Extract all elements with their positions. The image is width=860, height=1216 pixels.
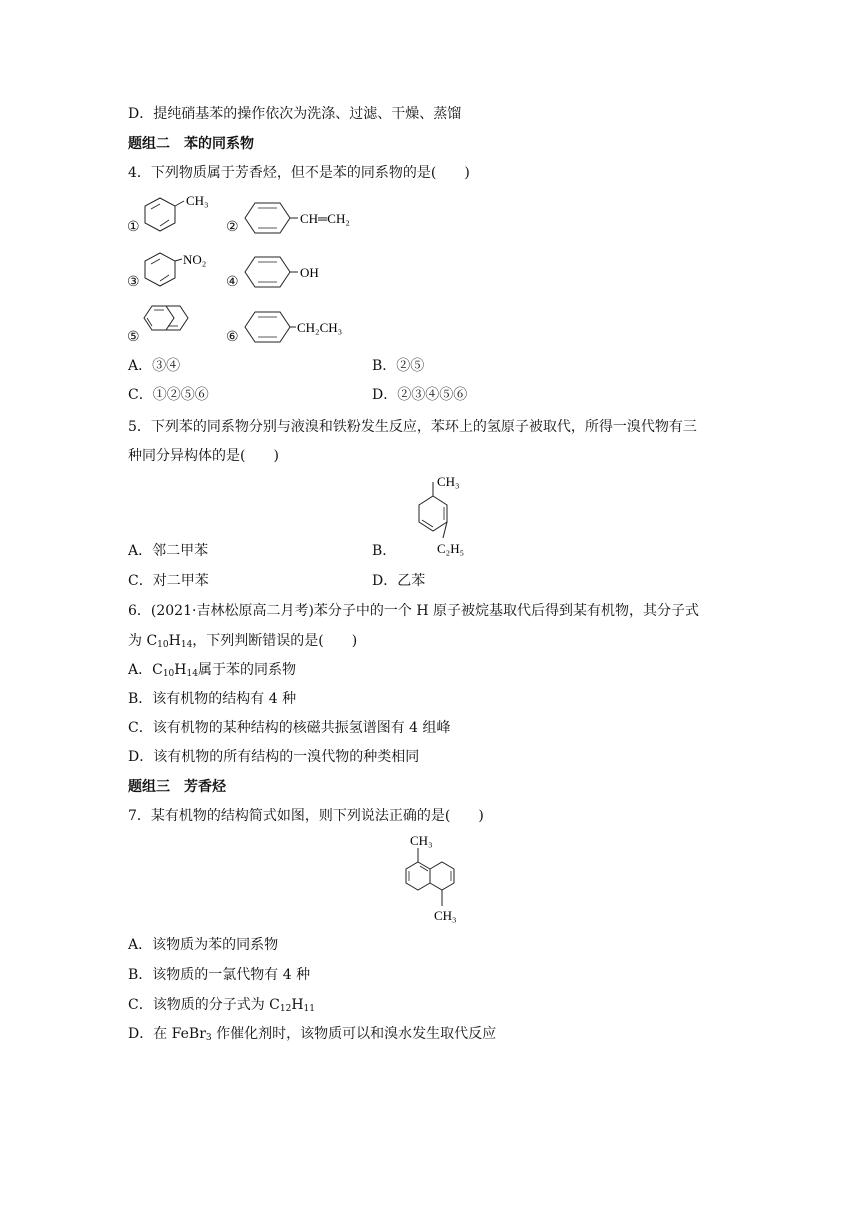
q4-stem: 4．下列物质属于芳香烃，但不是苯的同系物的是( ): [128, 165, 470, 181]
q7-option-c: C．该物质的分子式为 $C_{12}H_{11}$: [128, 997, 315, 1014]
q5-mol-top: CH₃: [437, 474, 460, 489]
q4-option-d: D．②③④⑤⑥: [372, 387, 468, 403]
q7-mol-bottom: CH₃: [434, 908, 457, 923]
q4-option-c: C．①②⑤⑥: [128, 387, 209, 403]
q7-dimethylnaphthalene-structure: [398, 830, 478, 930]
group2-heading: 题组二 苯的同系物: [128, 136, 254, 152]
q7-option-d: D．在 FeBr$_3$ 作催化剂时，该物质可以和溴水发生取代反应: [128, 1026, 497, 1043]
q6-option-b: B．该有机物的结构有 4 种: [128, 691, 297, 707]
q4-struct-4-num: ④: [226, 274, 239, 290]
q4-struct-5-num: ⑤: [127, 329, 140, 345]
naphthalene-structure: [142, 298, 202, 343]
styrene-structure: [240, 198, 390, 243]
q6-option-d: D．该有机物的所有结构的一溴代物的种类相同: [128, 749, 420, 765]
q5-option-c: C．对二甲苯: [128, 573, 209, 589]
q4-option-a: A．③④: [128, 358, 181, 374]
q6-stem-line2: 为 $C_{10}H_{14}$，下列判断错误的是( ): [128, 633, 358, 650]
q5-option-d: D．乙苯: [372, 573, 426, 589]
q6-option-a: A．$C_{10}H_{14}$属于苯的同系物: [128, 662, 296, 679]
group3-heading: 题组三 芳香烃: [128, 779, 226, 795]
q4-struct-2-num: ②: [226, 219, 239, 235]
q4-option-b: B．②⑤: [372, 358, 425, 374]
q6-stem-line1: 6．(2021·吉林松原高二月考)苯分子中的一个 H 原子被烷基取代后得到某有机物，其分子式: [128, 603, 700, 619]
q4-struct-1-sub: CH₃: [186, 193, 209, 208]
q4-struct-1-num: ①: [127, 219, 140, 235]
q4-struct-6-sub: CH₂CH₃: [297, 320, 343, 335]
nitrobenzene-structure: [140, 248, 220, 298]
q5-stem-line1: 5．下列苯的同系物分别与液溴和铁粉发生反应，苯环上的氢原子被取代，所得一溴代物有三: [128, 419, 697, 435]
phenol-structure: [240, 252, 340, 297]
q7-mol-top: CH₃: [410, 833, 433, 848]
q4-struct-6-num: ⑥: [226, 329, 239, 345]
q5-stem-line2: 种同分异构体的是( ): [128, 448, 279, 464]
q4-struct-3-sub: NO₂: [183, 252, 207, 267]
q5-option-b: B．: [372, 543, 397, 559]
q7-stem: 7．某有机物的结构简式如图，则下列说法正确的是( ): [128, 808, 484, 824]
q4-struct-3-num: ③: [127, 274, 140, 290]
q6-option-c: C．该有机物的某种结构的核磁共振氢谱图有 4 组峰: [128, 720, 451, 736]
q7-option-b: B．该物质的一氯代物有 4 种: [128, 967, 311, 983]
q5-option-a: A．邻二甲苯: [128, 543, 209, 559]
q7-option-a: A．该物质为苯的同系物: [128, 937, 279, 953]
q5-mol-bottom: C₂H₅: [437, 541, 465, 556]
q4-struct-4-sub: OH: [300, 265, 319, 280]
q5-option-b-structure: [395, 470, 505, 560]
q3-option-d: D．提纯硝基苯的操作依次为洗涤、过滤、干燥、蒸馏: [128, 106, 462, 122]
q4-struct-2-sub: CH═CH₂: [300, 211, 350, 226]
ethylbenzene-structure: [240, 307, 370, 352]
toluene-structure: [140, 193, 220, 243]
